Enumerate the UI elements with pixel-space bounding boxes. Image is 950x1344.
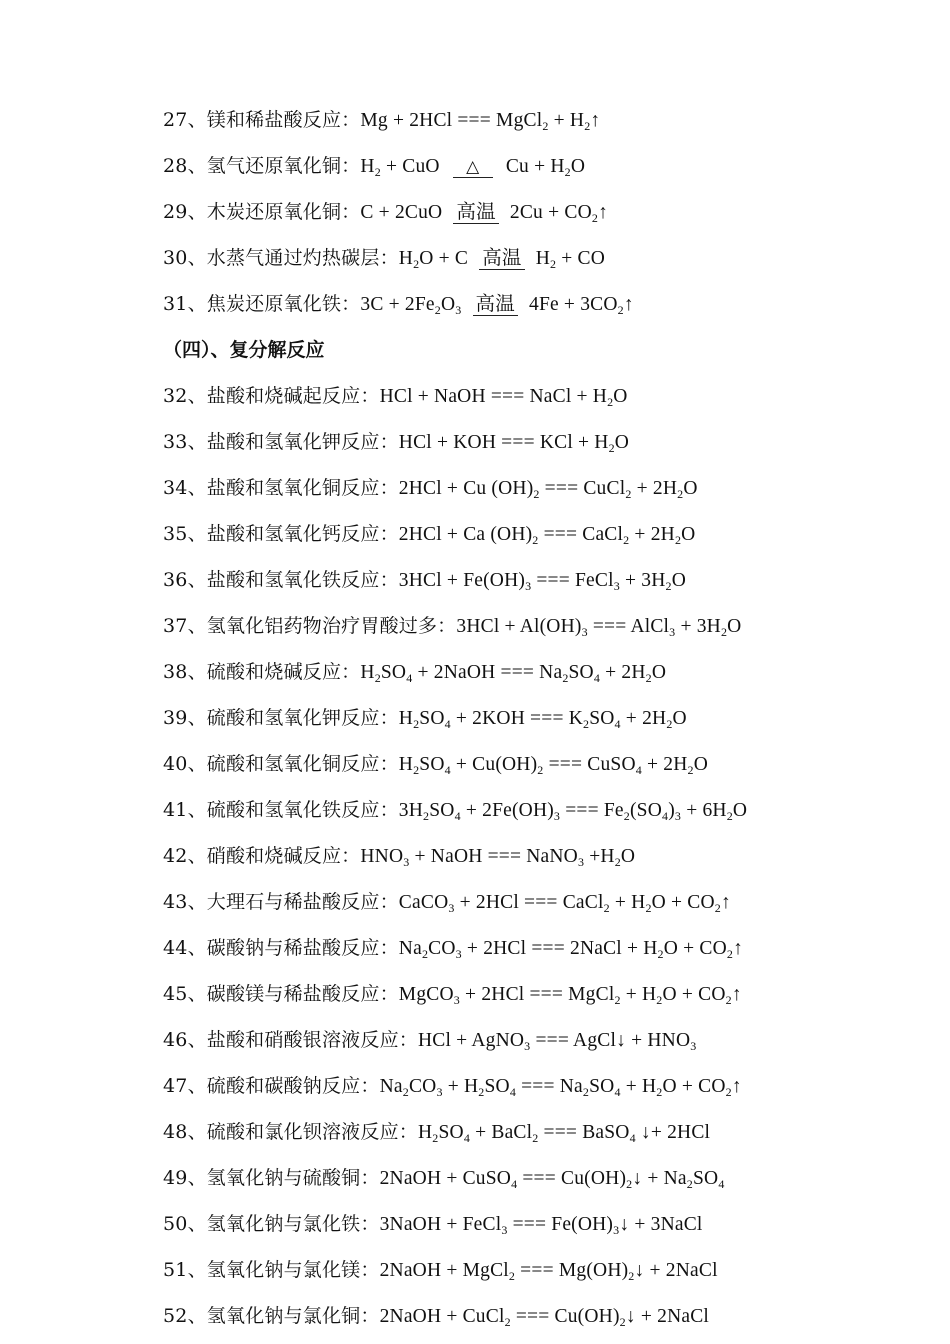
- reaction-line: [163, 1212, 703, 1237]
- reaction-equation: $3C + 2Fe_2O_3$ 高温 $4Fe + 3CO_2↑$: [360, 294, 634, 317]
- reaction-number: 37、: [163, 615, 207, 637]
- reaction-description: 盐酸和硝酸银溶液反应：: [206, 1029, 418, 1051]
- reaction-description: 木炭还原氧化铜：: [206, 201, 361, 223]
- reaction-description: 盐酸和氢氧化铁反应：: [206, 569, 399, 591]
- reaction-description: 氢气还原氧化铜：: [206, 155, 361, 177]
- reaction-description: 硝酸和烧碱反应：: [206, 845, 361, 867]
- reaction-equation: Mg + 2HCl === MgCl$_2$ + $H_2↑$: [360, 110, 601, 133]
- reaction-number: 27、: [163, 109, 207, 131]
- reaction-line: [163, 614, 741, 639]
- reaction-description: 碳酸钠与稀盐酸反应：: [206, 937, 399, 959]
- reaction-line: [163, 982, 742, 1007]
- reaction-line: [163, 200, 608, 225]
- reaction-number: 29、: [163, 201, 207, 223]
- reaction-description: 氢氧化钠与氯化铁：: [206, 1213, 380, 1235]
- reaction-line: [163, 476, 698, 501]
- reaction-number: 39、: [163, 707, 207, 729]
- reaction-number: 51、: [163, 1259, 207, 1281]
- reaction-equation: 2HCl + Ca $(OH)_2$ === CaCl$_2$ + $2H_2O$: [398, 524, 696, 547]
- reaction-equation: $H_2$ + CuO △ $Cu + H_2O$: [360, 156, 586, 179]
- reaction-number: 41、: [163, 799, 207, 821]
- reaction-equation: $3HCl + Fe(OH)_3$ === FeCl$_3$ + $3H_2O$: [398, 570, 687, 593]
- reaction-description: 硫酸和氢氧化钾反应：: [206, 707, 399, 729]
- reaction-description: 硫酸和氢氧化铁反应：: [206, 799, 399, 821]
- reaction-equation: 3NaOH + FeCl$_3$ === $Fe(OH)_3↓$ + 3NaCl: [379, 1214, 703, 1237]
- reaction-line: [163, 292, 634, 317]
- reaction-line: [163, 752, 708, 777]
- reaction-line: [163, 1074, 742, 1099]
- reaction-equation: $3HCl + Al(OH)_3$ === AlCl$_3$ + $3H_2O$: [456, 616, 742, 639]
- reaction-number: 33、: [163, 431, 207, 453]
- reaction-number: 31、: [163, 293, 207, 315]
- reaction-equation: $H_2O + C$ 高温 $H_2$ + CO: [398, 248, 606, 271]
- reaction-line: [163, 1258, 718, 1283]
- reaction-description: 碳酸镁与稀盐酸反应：: [206, 983, 399, 1005]
- reaction-line: [163, 844, 635, 869]
- reaction-number: 49、: [163, 1167, 207, 1189]
- reaction-equation: $Na_2CO_3 + H_2SO_4$ === $Na_2SO_4 + H_2O$ + $CO_2↑$: [379, 1076, 742, 1099]
- reaction-description: 盐酸和氢氧化钾反应：: [206, 431, 399, 453]
- reaction-equation: 2NaOH + CuCl$_2$ === $Cu(OH)_2↓$ + 2NaCl: [379, 1306, 710, 1329]
- reaction-line: [163, 660, 666, 685]
- reaction-equation: 2NaOH + MgCl$_2$ === $Mg(OH)_2↓$ + 2NaCl: [379, 1260, 718, 1283]
- reaction-equation: $H_2SO_4 + 2KOH$ === $K_2SO_4 + 2H_2O$: [398, 708, 687, 731]
- reaction-equation: 2HCl + Cu $(OH)_2$ === CuCl$_2$ + $2H_2O$: [398, 478, 698, 501]
- reaction-line: [163, 384, 628, 409]
- reaction-line: [163, 1166, 725, 1191]
- reaction-line: [163, 154, 585, 179]
- reaction-number: 40、: [163, 753, 207, 775]
- reaction-equation: HCl + NaOH === NaCl + $H_2O$: [379, 386, 628, 409]
- reaction-description: 氢氧化钠与氯化镁：: [206, 1259, 380, 1281]
- reaction-description: 硫酸和烧碱反应：: [206, 661, 361, 683]
- reaction-line: [163, 1028, 696, 1053]
- reaction-description: 氢氧化钠与氯化铜：: [206, 1305, 380, 1327]
- reaction-equation: $H_2SO_4 + Cu(OH)_2$ === CuSO$_4$ + $2H_2O$: [398, 754, 709, 777]
- reaction-number: 38、: [163, 661, 207, 683]
- reaction-equation: $H_2SO_4$ + BaCl$_2$ === BaSO$_4$ ↓+ 2HCl: [417, 1122, 711, 1145]
- reaction-line: [163, 568, 686, 593]
- reaction-number: 36、: [163, 569, 207, 591]
- reaction-equation: CaCO$_3$ + 2HCl === CaCl$_2$ + $H_2O$ + $CO_2↑$: [398, 892, 731, 915]
- reaction-description: 硫酸和碳酸钠反应：: [206, 1075, 380, 1097]
- reaction-equation: C + 2CuO 高温 $2Cu + CO_2↑$: [360, 202, 609, 225]
- reaction-description: 水蒸气通过灼热碳层：: [206, 247, 399, 269]
- reaction-number: 34、: [163, 477, 207, 499]
- reaction-equation: MgCO$_3$ + 2HCl === MgCl$_2$ + $H_2O$ + $CO_2↑$: [398, 984, 742, 1007]
- reaction-line: [163, 246, 605, 271]
- reaction-equation: HCl + KOH === KCl + $H_2O$: [398, 432, 630, 455]
- reaction-line: [163, 430, 629, 455]
- reaction-number: 32、: [163, 385, 207, 407]
- reaction-equation: 2NaOH + CuSO$_4$ === $Cu(OH)_2↓ + Na_2SO_4$: [379, 1168, 725, 1191]
- reaction-equation: $Na_2CO_3 + 2HCl$ === 2NaCl + $H_2O$ + $CO_2↑$: [398, 938, 744, 961]
- reaction-line: [163, 1304, 709, 1329]
- reaction-number: 52、: [163, 1305, 207, 1327]
- reaction-description: 盐酸和氢氧化钙反应：: [206, 523, 399, 545]
- reaction-description: 盐酸和烧碱起反应：: [206, 385, 380, 407]
- reaction-number: 46、: [163, 1029, 207, 1051]
- reaction-description: 焦炭还原氧化铁：: [206, 293, 361, 315]
- reaction-description: 氢氧化钠与硫酸铜：: [206, 1167, 380, 1189]
- reaction-line: [163, 936, 743, 961]
- reaction-number: 48、: [163, 1121, 207, 1143]
- reaction-description: 氢氧化铝药物治疗胃酸过多：: [206, 615, 457, 637]
- reaction-description: 硫酸和氢氧化铜反应：: [206, 753, 399, 775]
- reaction-number: 47、: [163, 1075, 207, 1097]
- reaction-number: 35、: [163, 523, 207, 545]
- reaction-equation: $3H_2SO_4 + 2Fe(OH)_3$ === $Fe_2(SO_4)_3 + 6H_2O$: [398, 800, 748, 823]
- reaction-number: 28、: [163, 155, 207, 177]
- reaction-number: 30、: [163, 247, 207, 269]
- reaction-line: [163, 890, 731, 915]
- reaction-line: [163, 798, 747, 823]
- reaction-description: 盐酸和氢氧化铜反应：: [206, 477, 399, 499]
- reaction-line: [163, 522, 695, 547]
- reaction-line: [163, 706, 687, 731]
- reaction-number: 45、: [163, 983, 207, 1005]
- reaction-line: [163, 108, 600, 133]
- reaction-number: 44、: [163, 937, 207, 959]
- reaction-number: 50、: [163, 1213, 207, 1235]
- reaction-equation: HCl + AgNO$_3$ === AgCl↓ + $HNO_3$: [417, 1030, 697, 1053]
- reaction-equation: $HNO_3$ + NaOH === NaNO$_3$ $+H_2O$: [360, 846, 636, 869]
- reaction-equation: $H_2SO_4$ + 2NaOH === $Na_2SO_4 + 2H_2O$: [360, 662, 667, 685]
- reaction-number: 43、: [163, 891, 207, 913]
- reaction-line: [163, 1120, 710, 1145]
- section-heading: （四）、复分解反应: [163, 339, 325, 361]
- reaction-number: 42、: [163, 845, 207, 867]
- reaction-description: 硫酸和氯化钡溶液反应：: [206, 1121, 418, 1143]
- reaction-description: 大理石与稀盐酸反应：: [206, 891, 399, 913]
- reaction-description: 镁和稀盐酸反应：: [206, 109, 361, 131]
